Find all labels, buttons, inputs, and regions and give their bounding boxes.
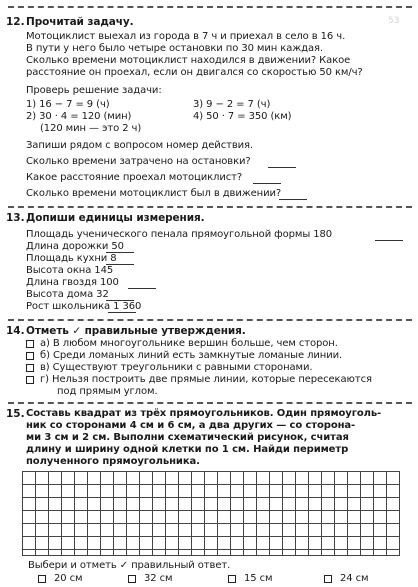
task-15-text-line: ник со сторонами 4 см и 6 см, а два других — со сторона- <box>26 420 356 431</box>
top-separator <box>8 6 412 8</box>
statement-b-checkbox[interactable] <box>26 352 34 360</box>
answer-option-1-checkbox[interactable] <box>38 575 46 583</box>
task-15-text-line: ми 3 см и 2 см. Выполни схематический рисунок, считая <box>26 432 349 443</box>
question-moving-time: Сколько времени мотоциклист был в движении? <box>26 188 282 199</box>
unit-blank[interactable] <box>128 288 156 289</box>
solution-step-2-note: (120 мин — это 2 ч) <box>40 123 142 134</box>
drawing-grid[interactable] <box>22 471 400 556</box>
answer-option-2-checkbox[interactable] <box>128 575 136 583</box>
statement-d-checkbox[interactable] <box>26 376 34 384</box>
task-15-text-line: полученного прямоугольника. <box>26 456 200 467</box>
task-13-title: Допиши единицы измерения. <box>26 212 205 224</box>
statement-d: г) Нельзя построить две прямые линии, которые пересекаются <box>40 374 372 385</box>
question-stops-time: Сколько времени затрачено на остановки? <box>26 156 251 167</box>
choose-answer-label: Выбери и отметь ✓ правильный ответ. <box>28 560 231 571</box>
statement-a-checkbox[interactable] <box>26 340 34 348</box>
solution-step-3: 3) 9 − 2 = 7 (ч) <box>193 99 271 110</box>
task-15-text-line: Составь квадрат из трёх прямоугольников. Один прямоуголь- <box>26 408 382 419</box>
page-number: 53 <box>388 16 400 26</box>
unit-item-window: Высота окна 145 <box>26 265 114 276</box>
task-15-number: 15. <box>6 408 25 420</box>
task-12-check-label: Проверь решение задачи: <box>26 85 162 96</box>
task-12-text-line: Сколько времени мотоциклист находился в движении? Какое <box>26 55 351 66</box>
answer-option-3-checkbox[interactable] <box>228 575 236 583</box>
answer-option-1: 20 см <box>54 573 83 584</box>
solution-step-2: 2) 30 · 4 = 120 (мин) <box>26 111 132 122</box>
task-12-text-line: расстояние он проехал, если он двигался со скоростью 50 км/ч? <box>26 67 363 78</box>
unit-item-house: Высота дома 32 <box>26 289 109 300</box>
answer-option-2: 32 см <box>144 573 173 584</box>
statement-b: б) Среди ломаных линий есть замкнутые ломаные линии. <box>40 350 343 361</box>
task-12-title: Прочитай задачу. <box>26 16 134 28</box>
question-distance: Какое расстояние проехал мотоциклист? <box>26 172 243 183</box>
task-12-text-line: В пути у него было четыре остановки по 30 мин каждая. <box>26 43 323 54</box>
answer-option-4-checkbox[interactable] <box>324 575 332 583</box>
answer-blank-distance[interactable] <box>253 183 281 184</box>
task-14-title: Отметь ✓ правильные утверждения. <box>26 325 246 337</box>
statement-d-continued: под прямым углом. <box>57 386 158 397</box>
task-14-number: 14. <box>6 325 25 337</box>
unit-item-student: Рост школьника 1 360 <box>26 301 142 312</box>
separator <box>8 206 412 208</box>
statement-c-checkbox[interactable] <box>26 364 34 372</box>
unit-item-pencil-case: Площадь ученического пенала прямоугольной формы 180 <box>26 229 332 240</box>
answer-option-4: 24 см <box>340 573 369 584</box>
task-12-text-line: Мотоциклист выехал из города в 7 ч и приехал в село в 16 ч. <box>26 31 346 42</box>
task-13-number: 13. <box>6 212 25 224</box>
solution-step-4: 4) 50 · 7 = 350 (км) <box>193 111 292 122</box>
answer-option-3: 15 см <box>244 573 273 584</box>
unit-item-kitchen: Площадь кухни 8 <box>26 253 117 264</box>
task-12-instruction: Запиши рядом с вопросом номер действия. <box>26 140 254 151</box>
unit-item-nail: Длина гвоздя 100 <box>26 277 119 288</box>
unit-blank[interactable] <box>375 240 403 241</box>
separator <box>8 402 412 404</box>
task-15-text-line: длину и ширину одной клетки по 1 см. Найди периметр <box>26 444 349 455</box>
solution-step-1: 1) 16 − 7 = 9 (ч) <box>26 99 110 110</box>
statement-c: в) Существуют треугольники с равными сторонами. <box>40 362 313 373</box>
answer-blank-moving[interactable] <box>279 199 307 200</box>
task-12-number: 12. <box>6 16 25 28</box>
unit-blank[interactable] <box>108 312 136 313</box>
statement-a: а) В любом многоугольнике вершин больше, чем сторон. <box>40 338 338 349</box>
unit-item-path: Длина дорожки 50 <box>26 241 124 252</box>
separator <box>8 319 412 321</box>
answer-blank-stops[interactable] <box>268 167 296 168</box>
